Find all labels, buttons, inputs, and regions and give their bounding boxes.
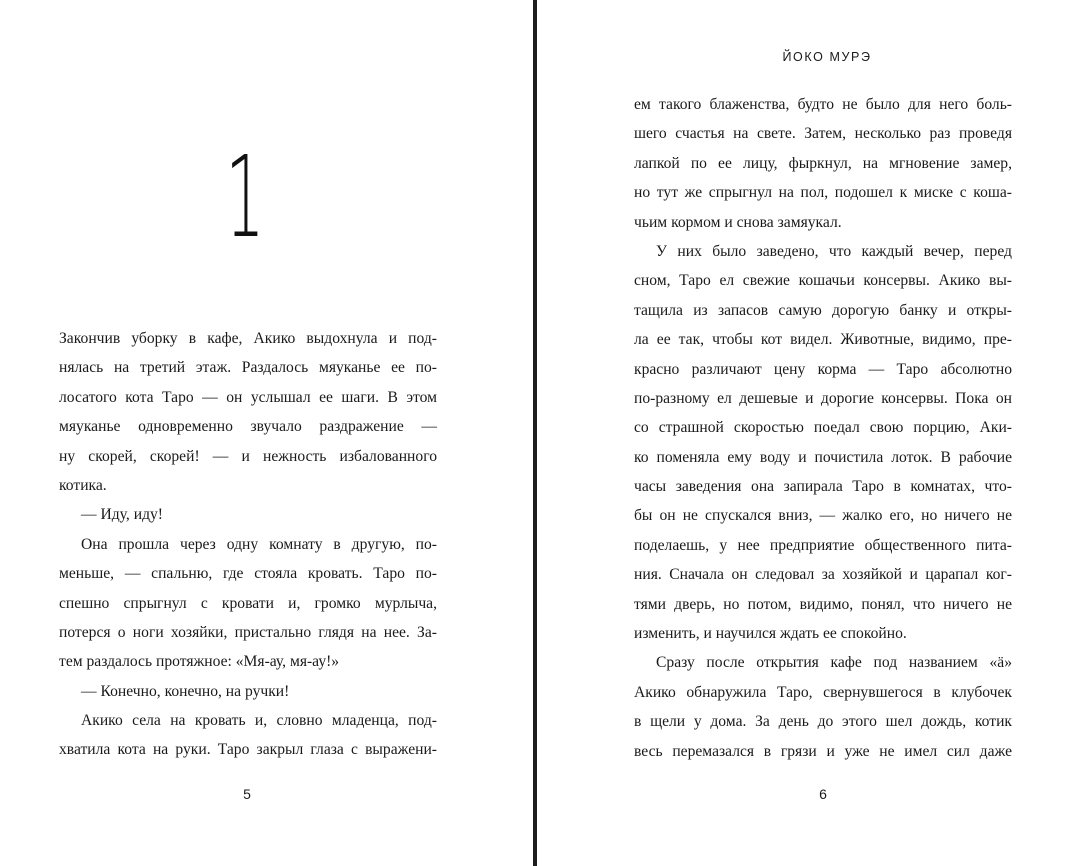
running-header: ЙОКО МУРЭ — [782, 50, 872, 64]
page-number-right: 6 — [819, 786, 827, 802]
text-line: Она прошла через одну комнату в другую, по- — [81, 535, 437, 553]
text-line: лосатого кота Таро — он услышал ее шаги. В этом — [59, 388, 437, 406]
chapter-number: 1 — [225, 133, 265, 263]
page-number-left: 5 — [243, 786, 251, 802]
text-line: чьим кормом и снова замяукал. — [634, 213, 842, 231]
text-line: тащила из запасов самую дорогую банку и откры- — [634, 301, 1012, 319]
text-line: спешно спрыгнул с кровати и, громко мурлыча, — [59, 594, 437, 612]
text-line: бы он не спускался вниз, — жалко его, но ничего не — [634, 507, 1012, 525]
text-line: но тут же спрыгнул на пол, подошел к миске с коша- — [634, 184, 1012, 202]
text-line: шего счастья на свете. Затем, несколько раз проведя — [634, 125, 1012, 143]
text-line: ния. Сначала он следовал за хозяйкой и царапал ког- — [634, 566, 1012, 584]
left-body-text — [59, 324, 437, 765]
text-line: в щели у дома. За день до этого шел дождь, котик — [634, 713, 1012, 731]
right-body-text — [634, 90, 1012, 766]
text-line: потерся о ноги хозяйки, пристально глядя на нее. За- — [59, 623, 437, 641]
text-line: ла ее так, чтобы кот видел. Животные, видимо, пре- — [634, 331, 1012, 349]
text-line: хватила кота на руки. Таро закрыл глаза с выражени- — [59, 741, 437, 759]
text-line: нялась на третий этаж. Раздалось мяуканье ее по- — [59, 359, 437, 377]
right-page — [537, 0, 1075, 866]
text-line: по-разному ел дешевые и дорогие консервы. Пока он — [634, 389, 1012, 407]
text-line: со страшной скоростью поедал свою порцию, Аки- — [634, 419, 1012, 437]
text-line: котика. — [59, 476, 107, 494]
text-line: У них было заведено, что каждый вечер, перед — [656, 242, 1012, 260]
text-line: тями дверь, но потом, видимо, понял, что ничего не — [634, 595, 1012, 613]
text-line: ну скорей, скорей! — и нежность избалованного — [59, 447, 437, 465]
text-line: сном, Таро ел свежие кошачьи консервы. Акико вы- — [634, 272, 1012, 290]
text-line: Закончив уборку в кафе, Акико выдохнула и под- — [59, 330, 437, 347]
text-line: — Иду, иду! — [81, 506, 163, 524]
text-line: ем такого блаженства, будто не было для него боль- — [634, 96, 1012, 113]
text-line: красно различают цену корма — Таро абсолютно — [634, 360, 1012, 378]
text-line: тем раздалось протяжное: «Мя-ау, мя-ау!» — [59, 653, 340, 671]
text-line: Сразу после открытия кафе под названием «ӓ» — [656, 654, 1012, 672]
left-page — [0, 0, 533, 866]
text-line: Акико села на кровать и, словно младенца, под- — [81, 712, 437, 730]
text-line: мяуканье одновременно звучало раздражение — — [59, 418, 437, 436]
text-line: лапкой по ее лицу, фыркнул, на мгновение замер, — [634, 154, 1012, 172]
text-line: Акико обнаружила Таро, свернувшегося в клубочек — [634, 683, 1012, 701]
text-line: изменить, и научился ждать ее спокойно. — [634, 625, 907, 643]
text-line: ко поменяла ему воду и почистила лоток. В рабочие — [634, 448, 1012, 466]
text-line: весь перемазался в грязи и уже не имел сил даже — [634, 742, 1012, 760]
text-line: меньше, — спальню, где стояла кровать. Таро по- — [59, 565, 437, 583]
text-line: поделаешь, у нее предприятие общественного пита- — [634, 536, 1012, 554]
text-line: часы заведения она запирала Таро в комнатах, что- — [634, 478, 1012, 496]
text-line: — Конечно, конечно, на ручки! — [81, 682, 290, 700]
